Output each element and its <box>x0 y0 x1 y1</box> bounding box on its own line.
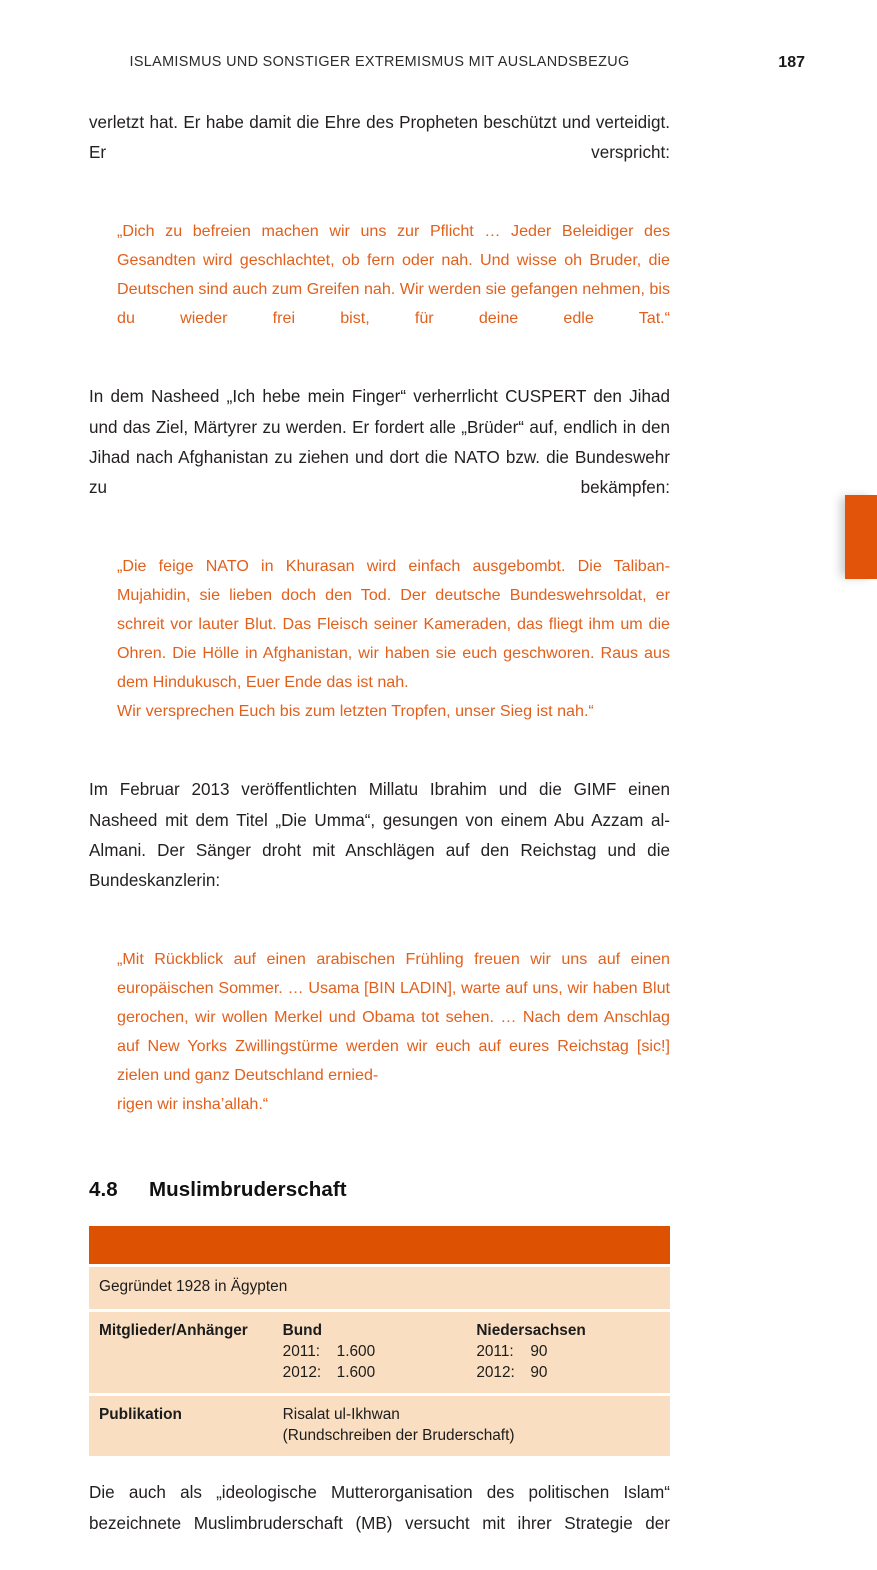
nds-2012-year: 2012: <box>476 1363 515 1381</box>
paragraph-1: verletzt hat. Er habe damit die Ehre des Propheten beschützt und verteidigt. Er verspricht: <box>89 113 670 163</box>
quote-block-1: „Dich zu befreien machen wir uns zur Pflicht … Jeder Beleidiger des Gesandten wird geschlachtet, ob fern oder nah. Und wisse oh Bruder, die Deutschen sind auch zum Greifen nah. Wir werden sie gefangen nehmen, bis du wieder frei bist, für deine edle Tat.“ <box>117 222 670 328</box>
table-row <box>89 1312 670 1394</box>
bund-2012-year: 2012: <box>282 1363 322 1381</box>
spacer <box>89 362 670 382</box>
table-banner-cell <box>89 1226 670 1264</box>
publication-line-1: Risalat ul-Ikhwan <box>282 1406 400 1424</box>
text-column <box>89 108 670 1570</box>
quote-block-3 <box>89 945 670 1148</box>
spacer <box>89 927 670 945</box>
nds-2012-line <box>476 1363 670 1384</box>
quote-block-3-last-line: rigen wir insha’allah.“ <box>117 1095 269 1114</box>
founded-value: Gegründet 1928 in Ägypten <box>89 1267 670 1309</box>
quote-block-2-main: „Die feige NATO in Khurasan wird einfach ausgebombt. Die Taliban-Mujahidin, sie lieben doch den Tod. Der deutsche Bundeswehrsoldat, er schreit vor lauter Blut. Das Fleisch seiner Kameraden, das fliegt ihm um die Ohren. Die Hölle in Afghanistan, wir haben sie euch geschworen. Raus aus dem Hindukusch, Euer Ende das ist nah. <box>117 557 670 692</box>
members-label <box>89 1312 283 1394</box>
bund-heading: Bund <box>282 1321 322 1339</box>
nds-2011-year: 2011: <box>476 1343 514 1361</box>
bund-2011-value: 1.600 <box>336 1343 376 1361</box>
bund-2012-line <box>283 1363 477 1384</box>
members-niedersachsen-cell <box>476 1312 670 1394</box>
chapter-thumb-tab <box>845 495 877 579</box>
publication-value-cell <box>283 1396 670 1456</box>
paragraph-2: In dem Nasheed „Ich hebe mein Finger“ verherrlicht CUSPERT den Jihad und das Ziel, Märtyrer zu werden. Er fordert alle „Brüder“ auf, endlich in den Jihad nach Afghanistan zu ziehen und dort die NATO bzw. die Bundeswehr zu bekämpfen: <box>89 387 670 498</box>
members-bund-cell <box>283 1312 477 1394</box>
publication-line-2: (Rundschreiben der Bruderschaft) <box>282 1426 515 1444</box>
publication-label <box>89 1396 283 1456</box>
nds-2012-value: 90 <box>530 1363 548 1381</box>
bund-2012-value: 1.600 <box>336 1363 376 1381</box>
spacer <box>89 1148 670 1178</box>
table-banner-row <box>89 1226 670 1264</box>
spacer <box>89 1456 670 1478</box>
quote-block-2-last-line: Wir versprechen Euch bis zum letzten Tropfen, unser Sieg ist nah.“ <box>117 702 594 721</box>
spacer <box>89 534 670 552</box>
spacer <box>89 1202 670 1226</box>
niedersachsen-heading: Niedersachsen <box>476 1321 586 1339</box>
bund-2011-year: 2011: <box>282 1343 321 1361</box>
organization-info-table <box>89 1226 670 1456</box>
spacer <box>89 755 670 775</box>
section-number: 4.8 <box>89 1178 118 1202</box>
nds-2011-line <box>476 1342 670 1363</box>
quote-block-2 <box>89 552 670 755</box>
members-label-text: Mitglieder/Anhänger <box>99 1321 248 1339</box>
section-title: Muslimbruderschaft <box>149 1178 347 1202</box>
nds-2011-value: 90 <box>530 1343 548 1361</box>
publication-label-text: Publikation <box>99 1406 182 1424</box>
quote-block-3-main: „Mit Rückblick auf einen arabischen Frühling freuen wir uns auf einen europäischen Sommer. … Usama [BIN LADIN], warte auf uns, wir haben Blut gerochen, wir wollen Merkel und Obama tot sehen. … Nach dem Anschlag auf New Yorks Zwillingstürme werden wir euch auf eures Reichstag [sic!] zielen und ganz Deutschland ernied- <box>117 950 670 1085</box>
paragraph-3: Im Februar 2013 veröffentlichten Millatu Ibrahim und die GIMF einen Nasheed mit dem Titel „Die Umma“, gesungen von einem Abu Azzam al-Almani. Der Sänger droht mit Anschlägen auf den Reichstag und die Bundeskanzlerin: <box>89 780 670 891</box>
spacer <box>89 199 670 217</box>
table-row <box>89 1396 670 1456</box>
paragraph-4: Die auch als „ideologische Mutterorganisation des politischen Islam“ bezeichnete Muslimbruderschaft (MB) versucht mit ihrer Strategie der <box>89 1483 670 1533</box>
bund-2011-line <box>283 1342 477 1363</box>
running-head: ISLAMISMUS UND SONSTIGER EXTREMISMUS MIT AUSLANDSBEZUG <box>129 54 630 70</box>
table-row <box>89 1267 670 1309</box>
section-heading <box>89 1178 670 1202</box>
page-number: 187 <box>778 54 805 71</box>
